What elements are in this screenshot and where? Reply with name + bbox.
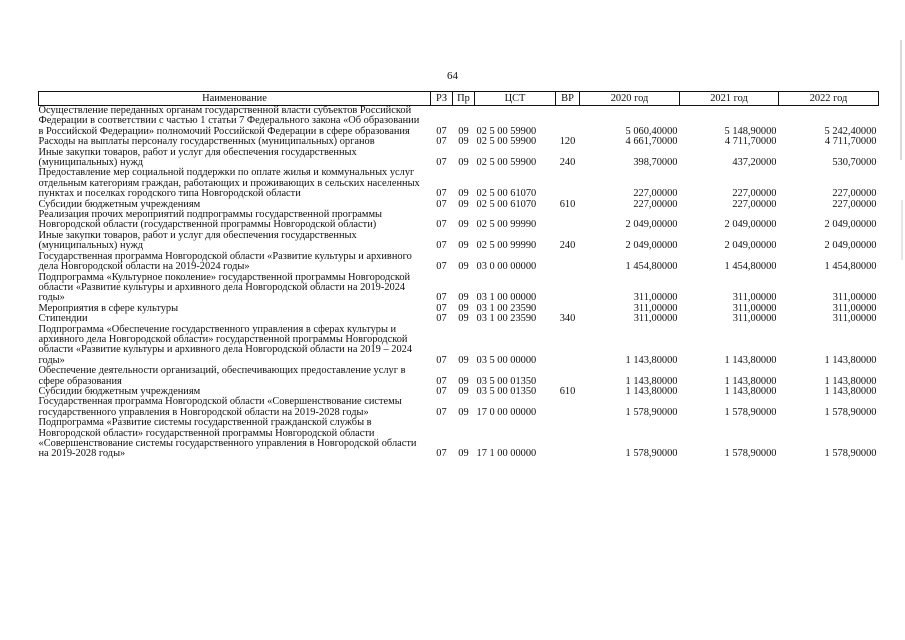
cell-cst: 02 5 00 61070	[476, 198, 537, 210]
cell-rz: 07	[436, 188, 447, 200]
cell-vr: 120	[559, 136, 576, 148]
cell-2022: 1 454,80000	[824, 261, 877, 273]
budget-table	[38, 91, 879, 460]
cell-rz: 07	[436, 448, 447, 460]
table-row	[39, 148, 879, 169]
cell-2021: 311,00000	[732, 313, 777, 325]
cell-pr: 09	[458, 302, 469, 314]
cell-pr: 09	[458, 406, 469, 418]
scan-edge-mark	[900, 40, 902, 160]
cell-2020: 4 661,70000	[625, 136, 678, 148]
cell-2022: 1 143,80000	[824, 375, 877, 387]
cell-cst: 03 5 00 01350	[476, 385, 537, 397]
cell-rz: 07	[436, 261, 447, 273]
cell-name: Обеспечение деятельности организаций, обеспечивающих предоставление услуг в сфере образования	[38, 365, 406, 387]
cell-pr: 09	[458, 261, 469, 273]
cell-pr: 09	[458, 375, 469, 387]
cell-2022: 1 578,90000	[824, 448, 877, 460]
cell-2022: 530,70000	[832, 157, 877, 169]
cell-rz: 07	[436, 136, 447, 148]
cell-rz: 07	[436, 157, 447, 169]
table-row	[39, 106, 879, 138]
cell-2020: 227,00000	[633, 198, 678, 210]
cell-2021: 1 454,80000	[724, 261, 777, 273]
cell-name: Реализация прочих мероприятий подпрограммы государственной программы Новгородской области (государственной программы Новгородской области)	[38, 209, 383, 231]
cell-pr: 09	[458, 136, 469, 148]
cell-cst: 02 5 00 59900	[476, 136, 537, 148]
cell-rz: 07	[436, 354, 447, 366]
table-row	[39, 397, 879, 418]
cell-2020: 5 060,40000	[625, 125, 678, 137]
cell-2021: 311,00000	[732, 292, 777, 304]
cell-2021: 227,00000	[732, 188, 777, 200]
column-header-2020: 2020 год	[580, 92, 680, 106]
cell-2020: 2 049,00000	[625, 219, 678, 231]
cell-rz: 07	[436, 198, 447, 210]
column-header-2021: 2021 год	[680, 92, 779, 106]
cell-pr: 09	[458, 292, 469, 304]
cell-pr: 09	[458, 198, 469, 210]
cell-name: Иные закупки товаров, работ и услуг для обеспечения государственных (муниципальных) нужд	[38, 146, 357, 169]
cell-rz: 07	[436, 240, 447, 252]
cell-2021: 311,00000	[732, 302, 777, 314]
cell-2022: 1 578,90000	[824, 406, 877, 418]
cell-2022: 4 711,70000	[824, 136, 877, 148]
cell-rz: 07	[436, 375, 447, 387]
cell-2022: 311,00000	[832, 302, 877, 314]
cell-pr: 09	[458, 219, 469, 231]
cell-vr	[556, 210, 580, 231]
cell-2022: 227,00000	[832, 188, 877, 200]
column-header-cst: ЦСТ	[475, 92, 556, 106]
table-row	[39, 168, 879, 199]
table-row	[39, 273, 879, 304]
column-header-2022: 2022 год	[779, 92, 879, 106]
table-row	[39, 366, 879, 387]
cell-vr	[556, 418, 580, 460]
cell-name: Подпрограмма «Развитие системы государственной гражданской службы в Новгородской области» государственной программы Новгородской области «Совершенствование системы государственного управления в Новгородской области на 2019-2028 годы»	[38, 417, 417, 460]
cell-vr: 240	[559, 240, 576, 252]
cell-2022: 5 242,40000	[824, 125, 877, 137]
cell-cst: 02 5 00 59900	[476, 157, 537, 169]
cell-2020: 311,00000	[633, 292, 678, 304]
cell-vr	[556, 106, 580, 138]
cell-cst: 03 5 00 01350	[476, 375, 537, 387]
cell-2022: 1 143,80000	[824, 354, 877, 366]
page-number: 64	[447, 70, 458, 82]
table-row	[39, 210, 879, 231]
cell-rz: 07	[436, 302, 447, 314]
column-header-vr: ВР	[556, 92, 580, 106]
cell-name: Государственная программа Новгородской области «Развитие культуры и архивного дела Новгородской области на 2019-2024 годы»	[38, 250, 412, 273]
cell-2021: 1 143,80000	[724, 375, 777, 387]
cell-vr: 610	[559, 198, 576, 210]
cell-2022: 227,00000	[832, 198, 877, 210]
cell-2021: 227,00000	[732, 198, 777, 210]
cell-pr: 09	[458, 240, 469, 252]
column-header-name: Наименование	[39, 92, 431, 106]
cell-name: Стипендии	[38, 313, 88, 325]
cell-name: Субсидии бюджетным учреждениям	[38, 385, 201, 397]
table-row	[39, 252, 879, 273]
table-row	[39, 418, 879, 460]
cell-pr: 09	[458, 313, 469, 325]
cell-cst: 03 5 00 00000	[476, 354, 537, 366]
cell-vr	[556, 397, 580, 418]
cell-rz: 07	[436, 385, 447, 397]
cell-cst: 02 5 00 99990	[476, 219, 537, 231]
cell-name: Осуществление переданных органам государственной власти субъектов Российской Федерации в соответствии с частью 1 статьи 7 Федерального закона «Об образовании в Российской Федерации» полномочий Российской Федерации в сфере образования	[38, 105, 420, 137]
cell-2022: 2 049,00000	[824, 219, 877, 231]
cell-2021: 2 049,00000	[724, 219, 777, 231]
cell-2020: 1 578,90000	[625, 406, 678, 418]
cell-rz: 07	[436, 406, 447, 418]
cell-2021: 1 578,90000	[724, 406, 777, 418]
cell-2022: 2 049,00000	[824, 240, 877, 252]
cell-2020: 2 049,00000	[625, 240, 678, 252]
cell-2021: 1 143,80000	[724, 385, 777, 397]
cell-pr: 09	[458, 125, 469, 137]
table-body	[39, 106, 879, 460]
column-header-rz: РЗ	[431, 92, 453, 106]
cell-name: Государственная программа Новгородской области «Совершенствование системы государственного управления в Новгородской области на 2019-2028 годы»	[38, 396, 402, 418]
cell-2020: 1 143,80000	[625, 385, 678, 397]
cell-2021: 5 148,90000	[724, 125, 777, 137]
cell-rz: 07	[436, 292, 447, 304]
cell-cst: 03 1 00 23590	[476, 302, 537, 314]
cell-pr: 09	[458, 385, 469, 397]
cell-cst: 17 0 00 00000	[476, 406, 537, 418]
cell-pr: 09	[458, 157, 469, 169]
cell-name: Подпрограмма «Культурное поколение» государственной программы Новгородской области «Развитие культуры и архивного дела Новгородской области на 2019-2024 годы»	[38, 271, 411, 304]
cell-2020: 1 454,80000	[625, 261, 678, 273]
cell-name: Предоставление мер социальной поддержки по оплате жилья и коммунальных услуг отдельным категориям граждан, работающих и проживающих в сельских населенных пунктах и поселках городского типа Новгородской области	[38, 167, 420, 200]
cell-cst: 02 5 00 59900	[476, 125, 537, 137]
cell-name: Расходы на выплаты персоналу государственных (муниципальных) органов	[38, 136, 375, 148]
cell-cst: 03 1 00 00000	[476, 292, 537, 304]
cell-2021: 1 143,80000	[724, 354, 777, 366]
cell-2020: 311,00000	[633, 302, 678, 314]
table-row	[39, 325, 879, 367]
cell-2021: 2 049,00000	[724, 240, 777, 252]
cell-cst: 02 5 00 99990	[476, 240, 537, 252]
table-header-row	[39, 92, 879, 106]
cell-2021: 437,20000	[732, 157, 777, 169]
cell-rz: 07	[436, 219, 447, 231]
cell-cst: 03 1 00 23590	[476, 313, 537, 325]
cell-vr	[556, 273, 580, 304]
scan-edge-mark	[901, 200, 903, 260]
cell-name: Субсидии бюджетным учреждениям	[38, 198, 201, 210]
cell-2022: 1 143,80000	[824, 385, 877, 397]
cell-vr: 610	[559, 385, 576, 397]
cell-rz: 07	[436, 125, 447, 137]
cell-2021: 1 578,90000	[724, 448, 777, 460]
cell-cst: 17 1 00 00000	[476, 448, 537, 460]
cell-pr: 09	[458, 188, 469, 200]
cell-name: Подпрограмма «Обеспечение государственного управления в сферах культуры и архивного дела Новгородской области» государственной программы Новгородской области «Развитие культуры и архивного дела Новгородской области на 2019 – 2024 годы»	[38, 323, 413, 366]
cell-cst: 03 0 00 00000	[476, 261, 537, 273]
cell-2020: 1 143,80000	[625, 354, 678, 366]
cell-vr: 340	[559, 313, 576, 325]
cell-vr: 240	[559, 157, 576, 169]
cell-cst: 02 5 00 61070	[476, 188, 537, 200]
cell-2020: 1 578,90000	[625, 448, 678, 460]
cell-2020: 1 143,80000	[625, 375, 678, 387]
cell-2021: 4 711,70000	[724, 136, 777, 148]
cell-2020: 227,00000	[633, 188, 678, 200]
cell-rz: 07	[436, 313, 447, 325]
table-row	[39, 314, 879, 324]
cell-vr	[556, 168, 580, 199]
cell-pr: 09	[458, 448, 469, 460]
cell-2020: 311,00000	[633, 313, 678, 325]
cell-pr: 09	[458, 354, 469, 366]
cell-vr	[556, 252, 580, 273]
cell-vr	[556, 366, 580, 387]
cell-2022: 311,00000	[832, 292, 877, 304]
table-row	[39, 231, 879, 252]
cell-vr	[556, 325, 580, 367]
cell-2020: 398,70000	[633, 157, 678, 169]
cell-2022: 311,00000	[832, 313, 877, 325]
cell-name: Иные закупки товаров, работ и услуг для обеспечения государственных (муниципальных) нужд	[38, 229, 357, 252]
column-header-pr: Пр	[453, 92, 475, 106]
cell-name: Мероприятия в сфере культуры	[38, 302, 179, 314]
